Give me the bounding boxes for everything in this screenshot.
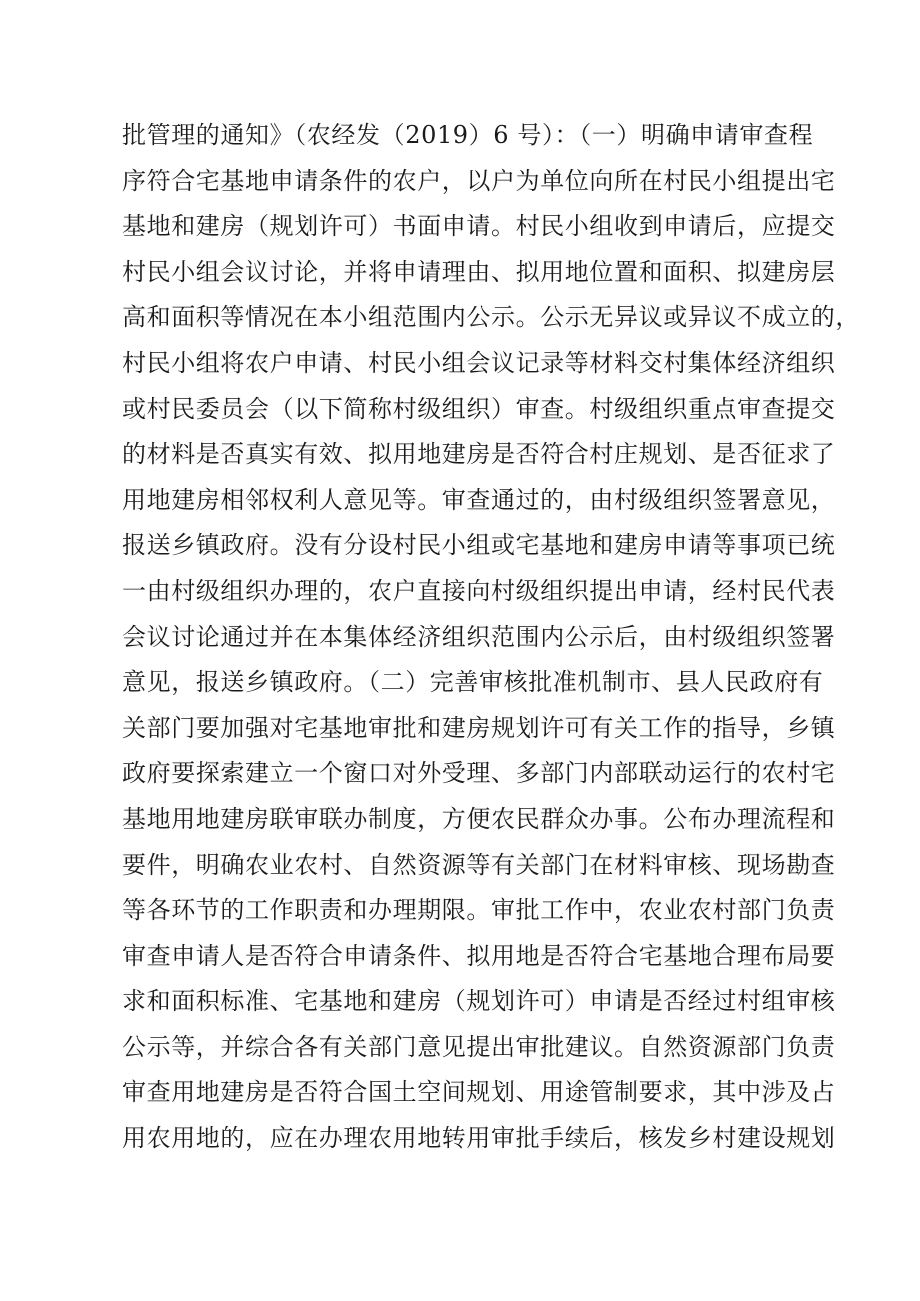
text-line: 或村民委员会（以下简称村级组织）审查。村级组织重点审查提交 — [122, 394, 836, 423]
text-line: 会议讨论通过并在本集体经济组织范围内公示后，由村级组织签署 — [122, 622, 836, 651]
text-line: 的材料是否真实有效、拟用地建房是否符合村庄规划、是否征求了 — [122, 440, 836, 469]
text-line: 高和面积等情况在本小组范围内公示。公示无异议或异议不成立的， — [122, 303, 860, 332]
text-line: 审查用地建房是否符合国土空间规划、用途管制要求，其中涉及占 — [122, 1078, 836, 1107]
text-line: 报送乡镇政府。没有分设村民小组或宅基地和建房申请等事项已统 — [122, 531, 836, 560]
text-line: 批管理的通知》（农经发（2019）6 号）：（一）明确申请审查程 — [122, 121, 814, 149]
text-line: 一由村级组织办理的，农户直接向村级组织提出申请，经村民代表 — [122, 576, 836, 605]
text-line: 基地和建房（规划许可）书面申请。村民小组收到申请后，应提交 — [122, 212, 836, 241]
body-text — [122, 113, 860, 1162]
text-line: 审查申请人是否符合申请条件、拟用地是否符合宅基地合理布局要 — [122, 941, 836, 970]
text-line: 求和面积标准、宅基地和建房（规划许可）申请是否经过村组审核 — [122, 987, 836, 1016]
text-line: 等各环节的工作职责和办理期限。审批工作中，农业农村部门负责 — [122, 896, 836, 925]
text-line: 用地建房相邻权利人意见等。审查通过的，由村级组织签署意见， — [122, 485, 836, 514]
text-line: 政府要探索建立一个窗口对外受理、多部门内部联动运行的农村宅 — [122, 759, 836, 788]
text-line: 基地用地建房联审联办制度，方便农民群众办事。公布办理流程和 — [122, 804, 836, 833]
text-line: 用农用地的，应在办理农用地转用审批手续后，核发乡村建设规划 — [122, 1124, 836, 1153]
text-line: 公示等，并综合各有关部门意见提出审批建议。自然资源部门负责 — [122, 1032, 836, 1061]
text-line: 序符合宅基地申请条件的农户，以户为单位向所在村民小组提出宅 — [122, 166, 836, 195]
text-line: 村民小组将农户申请、村民小组会议记录等材料交村集体经济组织 — [122, 348, 836, 377]
text-line: 要件，明确农业农村、自然资源等有关部门在材料审核、现场勘查 — [122, 850, 836, 879]
text-line: 意见，报送乡镇政府。（二）完善审核批准机制市、县人民政府有 — [122, 668, 824, 697]
text-line: 村民小组会议讨论，并将申请理由、拟用地位置和面积、拟建房层 — [122, 257, 836, 286]
text-line: 关部门要加强对宅基地审批和建房规划许可有关工作的指导，乡镇 — [122, 713, 836, 742]
